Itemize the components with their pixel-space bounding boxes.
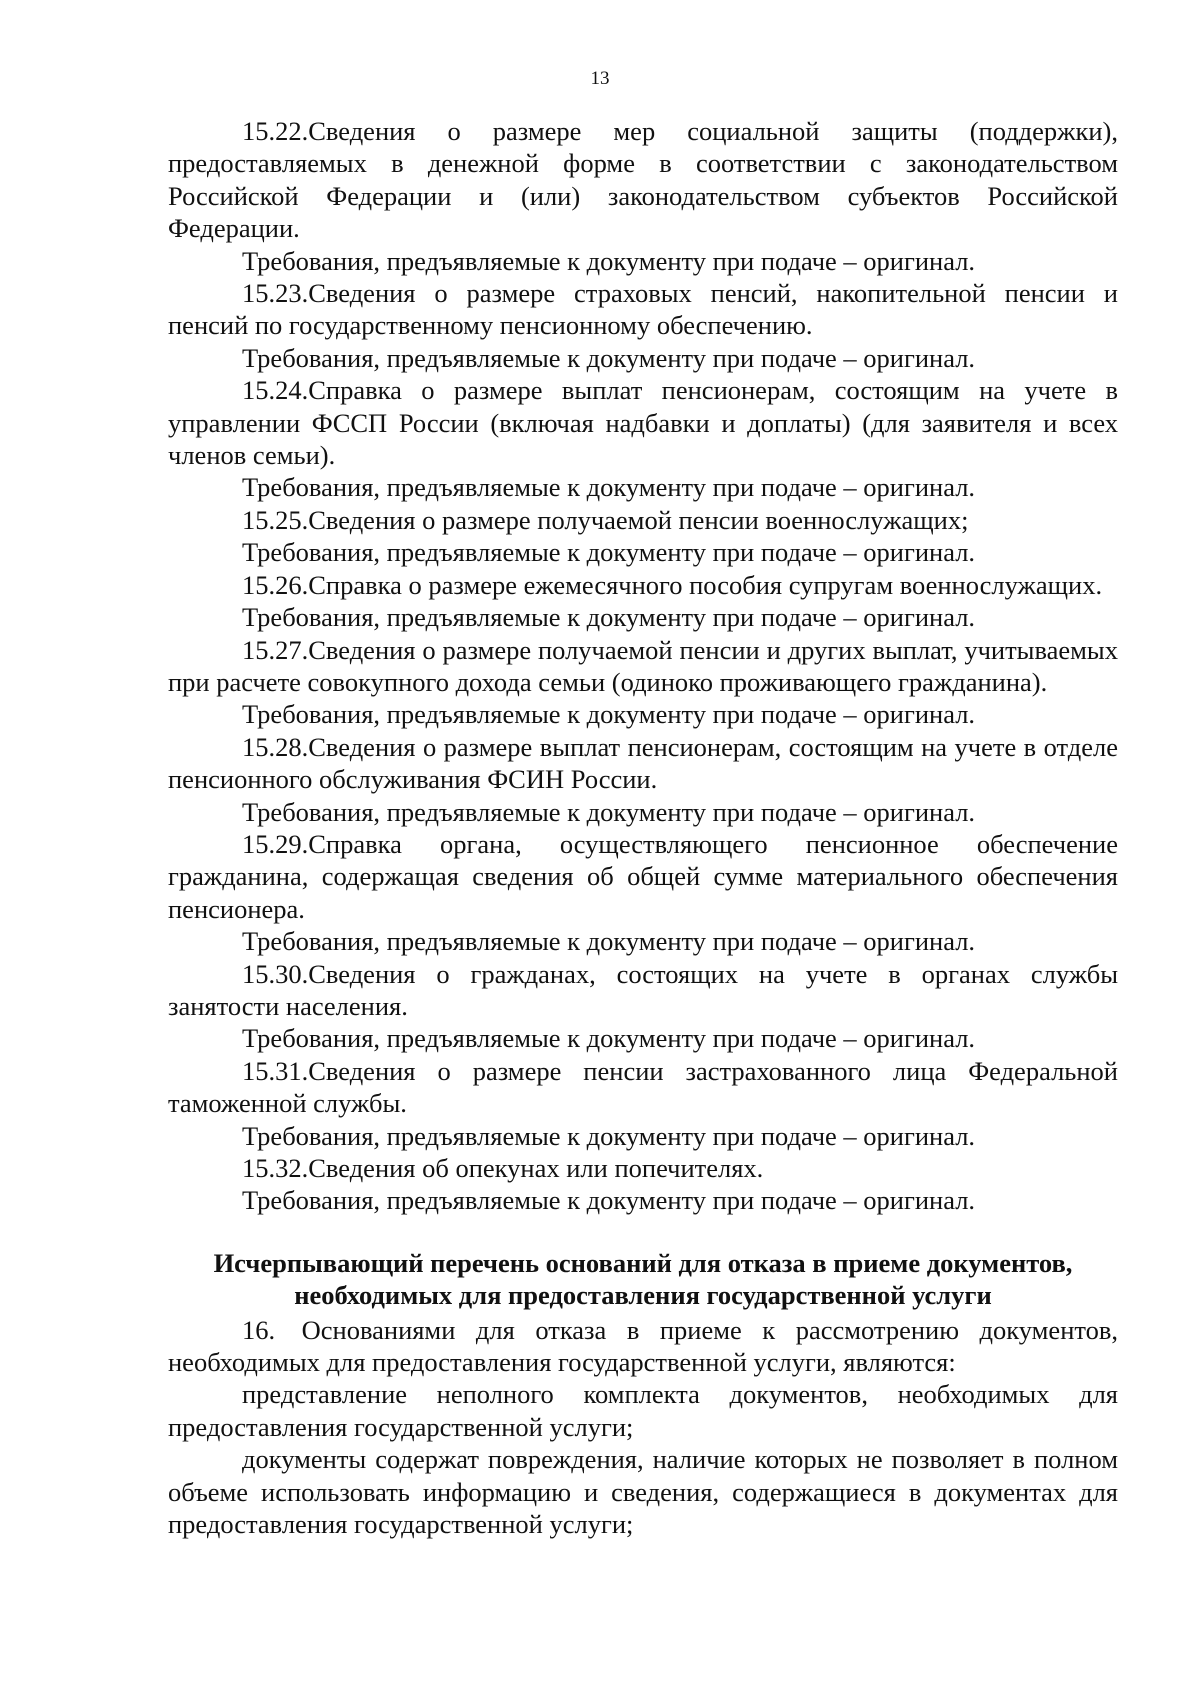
- item-15-26-requirement: Требования, предъявляемые к документу при подаче – оригинал.: [242, 602, 976, 633]
- item-15-22-requirement: Требования, предъявляемые к документу при подаче – оригинал.: [242, 245, 976, 276]
- item-15-22-text: 15.22.Сведения о размере мер социальной защиты (поддержки), предоставляемых в денежной форме в соответствии с законодательством Российской Федерации и (или) законодательством субъектов Российской Федерации.: [168, 116, 1118, 244]
- document-body: [168, 115, 1118, 1540]
- item-15-25-text: 15.25.Сведения о размере получаемой пенсии военнослужащих;: [242, 504, 969, 535]
- item-15-27-requirement: Требования, предъявляемые к документу при подаче – оригинал.: [242, 699, 976, 730]
- item-15-32-requirement: Требования, предъявляемые к документу при подаче – оригинал.: [242, 1185, 976, 1216]
- section-heading: [168, 1247, 1118, 1312]
- item-15-29-requirement: Требования, предъявляемые к документу при подаче – оригинал.: [242, 926, 976, 957]
- item-15-30-text: 15.30.Сведения о гражданах, состоящих на учете в органах службы занятости населения.: [168, 958, 1118, 1021]
- item-15-24-text: 15.24.Справка о размере выплат пенсионерам, состоящим на учете в управлении ФССП России (включая надбавки и доплаты) (для заявителя и всех членов семьи).: [168, 375, 1118, 471]
- item-15-23-requirement: Требования, предъявляемые к документу при подаче – оригинал.: [242, 342, 976, 373]
- item-15-26-text: 15.26.Справка о размере ежемесячного пособия супругам военнослужащих.: [242, 569, 1103, 600]
- item-16-reason-1: представление неполного комплекта документов, необходимых для предоставления государственной услуги;: [168, 1379, 1118, 1442]
- section-heading-line-2: необходимых для предоставления государственной услуги: [294, 1280, 992, 1311]
- item-15-28-text: 15.28.Сведения о размере выплат пенсионерам, состоящим на учете в отделе пенсионного обслуживания ФСИН России.: [168, 731, 1118, 795]
- item-15-29-text: 15.29.Справка органа, осуществляющего пенсионное обеспечение гражданина, содержащая сведения об общей сумме материального обеспечения пенсионера.: [168, 828, 1118, 924]
- item-16-reason-2: документы содержат повреждения, наличие которых не позволяет в полном объеме использовать информацию и сведения, содержащиеся в документах для предоставления государственной услуги;: [168, 1444, 1118, 1540]
- section-heading-line-1: Исчерпывающий перечень оснований для отказа в приеме документов,: [213, 1247, 1073, 1278]
- page-number: 13: [590, 68, 610, 89]
- item-15-24-requirement: Требования, предъявляемые к документу при подаче – оригинал.: [242, 472, 976, 503]
- item-15-31-text: 15.31.Сведения о размере пенсии застрахованного лица Федеральной таможенной службы.: [168, 1055, 1118, 1119]
- item-15-23-text: 15.23.Сведения о размере страховых пенсий, накопительной пенсии и пенсий по государственному пенсионному обеспечению.: [168, 278, 1118, 341]
- item-16-intro: 16. Основаниями для отказа в приеме к рассмотрению документов, необходимых для предоставления государственной услуги, являются:: [168, 1314, 1118, 1378]
- item-15-30-requirement: Требования, предъявляемые к документу при подаче – оригинал.: [242, 1023, 976, 1054]
- item-15-25-requirement: Требования, предъявляемые к документу при подаче – оригинал.: [242, 537, 976, 568]
- item-15-31-requirement: Требования, предъявляемые к документу при подаче – оригинал.: [242, 1120, 976, 1151]
- item-15-28-requirement: Требования, предъявляемые к документу при подаче – оригинал.: [242, 796, 976, 827]
- item-15-27-text: 15.27.Сведения о размере получаемой пенсии и других выплат, учитываемых при расчете совокупного дохода семьи (одиноко проживающего гражданина).: [168, 634, 1118, 697]
- item-15-32-text: 15.32.Сведения об опекунах или попечителях.: [242, 1153, 764, 1183]
